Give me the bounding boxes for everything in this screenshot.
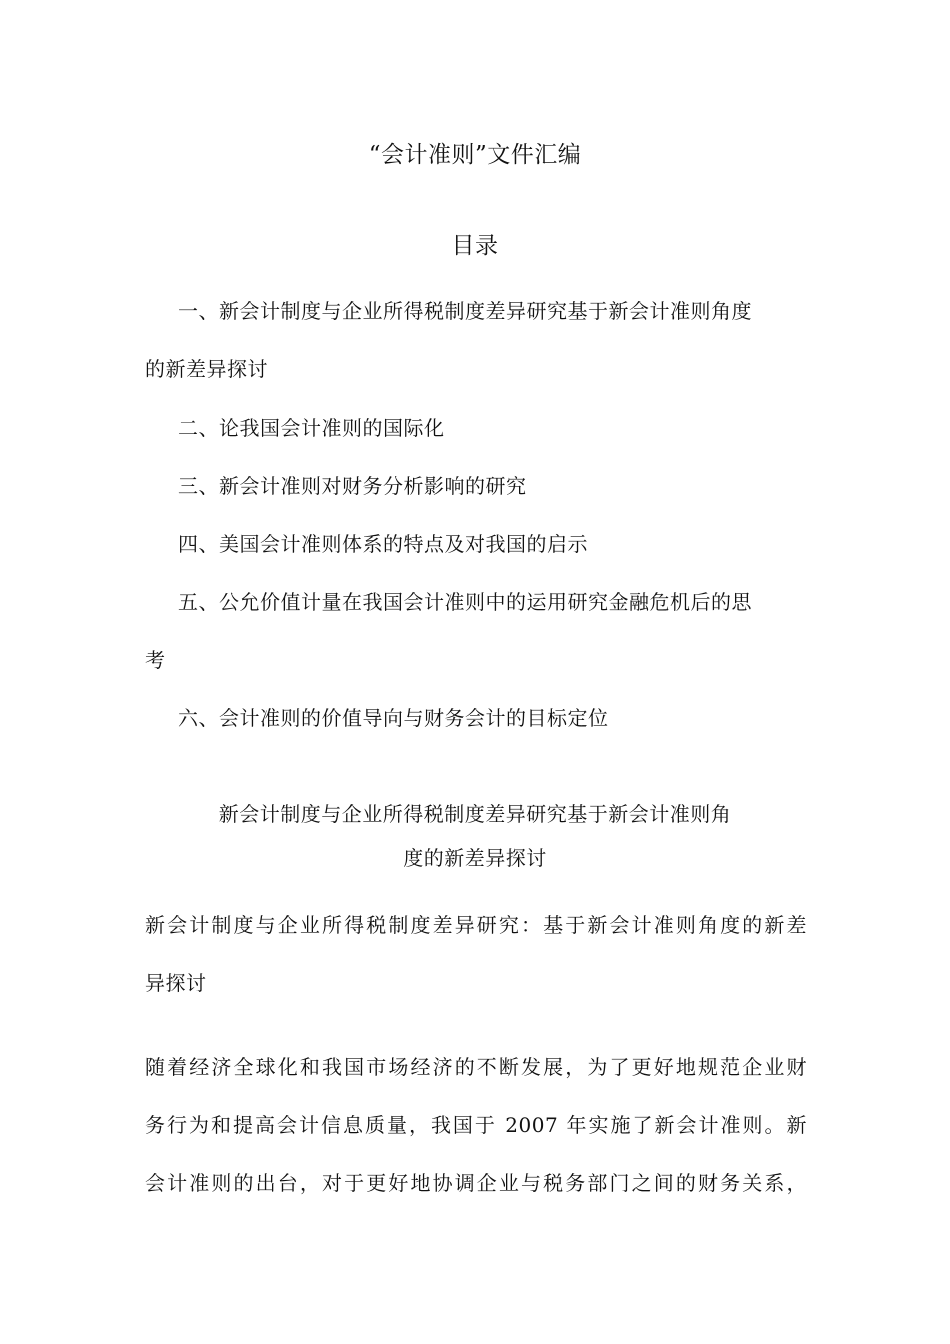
- paragraph-line-1: 随着经济全球化和我国市场经济的不断发展，为了更好地规范企业财: [145, 1055, 807, 1079]
- toc-item-3: 三、新会计准则对财务分析影响的研究: [178, 474, 527, 498]
- toc-item-2: 二、论我国会计准则的国际化: [178, 416, 445, 440]
- paragraph-line-2: 务行为和提高会计信息质量，我国于 2007 年实施了新会计准则。新: [145, 1113, 807, 1137]
- toc-item-1-continued: 的新差异探讨: [145, 357, 268, 381]
- section-subtitle-line-2: 异探讨: [145, 971, 207, 995]
- toc-item-5: 五、公允价值计量在我国会计准则中的运用研究金融危机后的思: [178, 590, 752, 614]
- paragraph-line-3: 会计准则的出台，对于更好地协调企业与税务部门之间的财务关系，: [145, 1171, 807, 1195]
- toc-item-4: 四、美国会计准则体系的特点及对我国的启示: [178, 532, 588, 556]
- toc-item-5-continued: 考: [145, 648, 166, 672]
- section-heading-line-2: 度的新差异探讨: [403, 846, 547, 870]
- document-title: “会计准则”文件汇编: [368, 142, 582, 168]
- section-subtitle-line-1: 新会计制度与企业所得税制度差异研究：基于新会计准则角度的新差: [145, 913, 807, 937]
- toc-heading: 目录: [451, 233, 499, 259]
- section-heading-line-1: 新会计制度与企业所得税制度差异研究基于新会计准则角: [218, 802, 732, 826]
- toc-item-1: 一、新会计制度与企业所得税制度差异研究基于新会计准则角度: [178, 299, 752, 323]
- toc-item-6: 六、会计准则的价值导向与财务会计的目标定位: [178, 706, 609, 730]
